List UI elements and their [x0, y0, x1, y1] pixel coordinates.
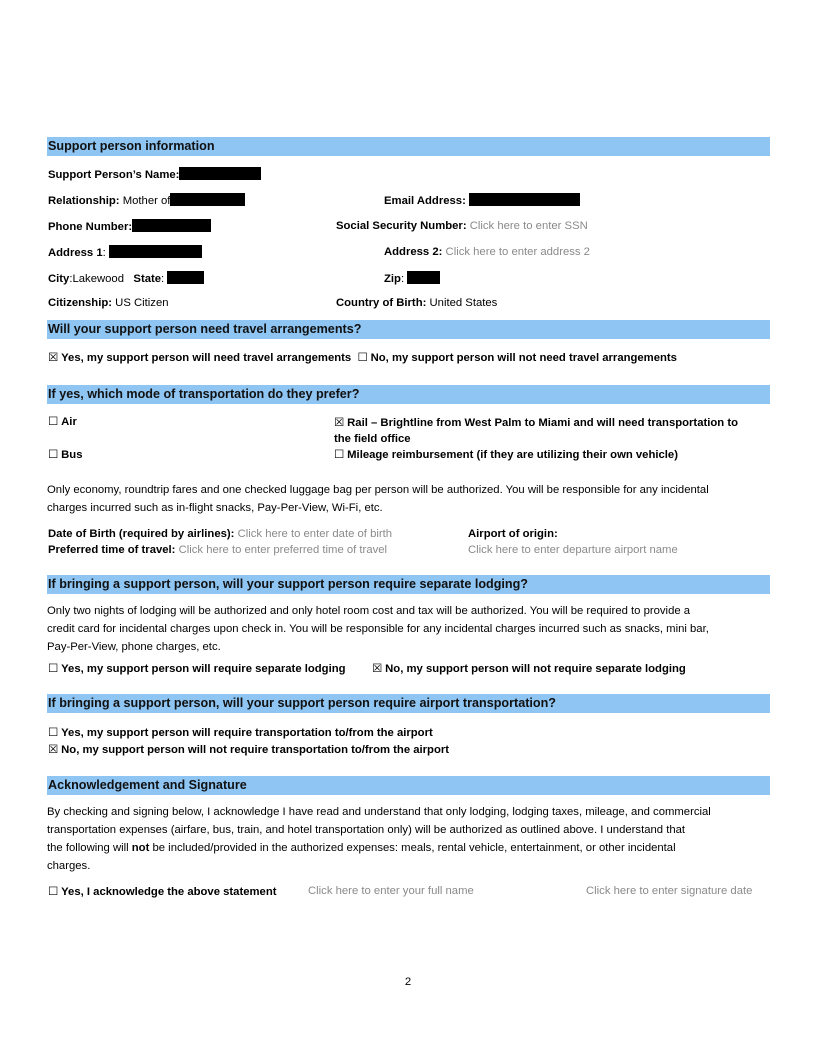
lodging-header: If bringing a support person, will your support person require separate lodging?: [47, 575, 770, 594]
lodging-no-option: [372, 662, 686, 677]
address2-label: Address 2:: [384, 246, 443, 258]
ack-line3-pre: the following will: [47, 842, 132, 854]
lodging-note: [47, 602, 771, 656]
pref-time-input[interactable]: Click here to enter preferred time of travel: [178, 544, 388, 556]
city-state-row: City:Lakewood State:: [48, 271, 204, 287]
ack-line3-post: be included/provided in the authorized expenses: meals, rental vehicle, entertainment, or other incidental: [149, 842, 676, 854]
airport-yes-label: Yes, my support person will require transportation to/from the airport: [61, 727, 433, 739]
pref-time-label: Preferred time of travel:: [48, 544, 176, 556]
rail-option: [334, 415, 738, 447]
ssn-input[interactable]: Click here to enter SSN: [469, 220, 588, 232]
address2-input[interactable]: Click here to enter address 2: [445, 246, 590, 258]
lodging-no-label: No, my support person will not require separate lodging: [385, 663, 686, 675]
support-name-label: Support Person’s Name:: [48, 169, 180, 181]
lodging-yes-option: [48, 662, 346, 677]
redacted-relationship: [170, 193, 245, 206]
ssn-row: [336, 219, 588, 234]
dob-input[interactable]: Click here to enter date of birth: [237, 528, 393, 540]
airport-transport-header: If bringing a support person, will your support person require airport transportation?: [47, 694, 770, 713]
rail-label-line1: Rail – Brightline from West Palm to Miami and will need transportation to: [347, 417, 738, 429]
fare-note-line2: charges incurred such as in-flight snacks, Pay-Per-View, Wi-Fi, etc.: [47, 502, 383, 514]
redacted-name: [179, 167, 261, 180]
signature-date-input[interactable]: Click here to enter signature date: [586, 885, 753, 897]
ack-line4: charges.: [47, 860, 91, 872]
air-option: [48, 415, 77, 430]
email-row: [384, 193, 580, 209]
ack-yes-label: Yes, I acknowledge the above statement: [61, 886, 277, 898]
travel-header: Will your support person need travel arrangements?: [47, 320, 770, 339]
zip-label: Zip: [384, 273, 401, 285]
rail-label-line2: the field office: [334, 433, 411, 445]
airport-no-label: No, my support person will not require transportation to/from the airport: [61, 744, 450, 756]
ack-statement: [47, 803, 771, 875]
dob-pref-block: [48, 526, 392, 558]
travel-no-label: No, my support person will not need travel arrangements: [370, 352, 677, 364]
city-label: City: [48, 273, 70, 285]
page-number: 2: [404, 976, 412, 988]
lodging-note-line1: Only two nights of lodging will be authorized and only hotel room cost and tax will be authorized. You will be required to provide a: [47, 605, 691, 617]
country-label: Country of Birth:: [336, 297, 427, 309]
redacted-email[interactable]: [469, 193, 580, 206]
mileage-label: Mileage reimbursement (if they are utilizing their own vehicle): [347, 449, 678, 461]
citizenship-value[interactable]: US Citizen: [115, 297, 169, 309]
citizenship-label: Citizenship:: [48, 297, 113, 309]
zip-row: Zip:: [384, 271, 440, 287]
ack-yes-checkbox[interactable]: ☐: [48, 886, 59, 898]
airport-origin-input[interactable]: Click here to enter departure airport name: [468, 544, 678, 556]
phone-row: [48, 219, 211, 235]
bus-option: [48, 448, 82, 463]
city-value[interactable]: Lakewood: [72, 273, 124, 285]
lodging-note-line3: Pay-Per-View, phone charges, etc.: [47, 641, 221, 653]
state-label: State: [133, 273, 162, 285]
redacted-address1[interactable]: [109, 245, 202, 258]
relationship-value[interactable]: Mother of: [122, 195, 171, 207]
ssn-label: Social Security Number:: [336, 220, 467, 232]
airport-no-checkbox[interactable]: ☒: [48, 744, 59, 756]
fare-note: [47, 481, 771, 517]
lodging-yes-checkbox[interactable]: ☐: [48, 663, 59, 675]
ack-header: Acknowledgement and Signature: [47, 776, 770, 795]
ack-yes-option: [48, 885, 277, 900]
ack-line2: transportation expenses (airfare, bus, train, and hotel transportation only) will be authorized as outlined above. I understand that: [47, 824, 686, 836]
address1-label: Address 1: [48, 247, 103, 259]
air-label: Air: [61, 416, 77, 428]
relationship-row: [48, 193, 245, 209]
support-name-row: [48, 167, 261, 183]
lodging-no-checkbox[interactable]: ☒: [372, 663, 383, 675]
fare-note-line1: Only economy, roundtrip fares and one checked luggage bag per person will be authorized. You will be responsible for any incidental: [47, 484, 709, 496]
lodging-note-line2: credit card for incidental charges upon check in. You will be responsible for any incidental charges incurred such as snacks, mini bar,: [47, 623, 709, 635]
ack-line3-bold: not: [131, 842, 150, 854]
redacted-phone[interactable]: [132, 219, 211, 232]
transport-mode-header: If yes, which mode of transportation do they prefer?: [47, 385, 770, 404]
travel-options-row: [48, 351, 677, 366]
full-name-input[interactable]: Click here to enter your full name: [308, 885, 474, 897]
address1-row: Address 1:: [48, 245, 202, 261]
dob-label: Date of Birth (required by airlines):: [48, 528, 235, 540]
support-info-header: Support person information: [47, 137, 770, 156]
air-checkbox[interactable]: ☐: [48, 416, 59, 428]
country-row: [336, 296, 497, 311]
travel-yes-checkbox[interactable]: ☒: [48, 352, 59, 364]
travel-no-checkbox[interactable]: ☐: [357, 352, 368, 364]
travel-yes-label: Yes, my support person will need travel arrangements: [61, 352, 352, 364]
bus-checkbox[interactable]: ☐: [48, 449, 59, 461]
bus-label: Bus: [61, 449, 83, 461]
mileage-option: [334, 448, 678, 463]
mileage-checkbox[interactable]: ☐: [334, 449, 345, 461]
lodging-yes-label: Yes, my support person will require separate lodging: [61, 663, 346, 675]
address2-row: [384, 245, 590, 260]
relationship-label: Relationship:: [48, 195, 120, 207]
airport-transport-options: [48, 725, 449, 759]
ack-line1: By checking and signing below, I acknowledge I have read and understand that only lodging, lodging taxes, mileage, and commercial: [47, 806, 711, 818]
airport-origin-label: Airport of origin:: [468, 528, 558, 540]
redacted-state[interactable]: [167, 271, 204, 284]
airport-origin-block: [468, 526, 678, 558]
redacted-zip[interactable]: [407, 271, 440, 284]
citizenship-row: [48, 296, 169, 311]
airport-yes-checkbox[interactable]: ☐: [48, 727, 59, 739]
rail-checkbox[interactable]: ☒: [334, 417, 345, 429]
email-label: Email Address:: [384, 195, 466, 207]
phone-label: Phone Number:: [48, 221, 133, 233]
country-value[interactable]: United States: [429, 297, 498, 309]
